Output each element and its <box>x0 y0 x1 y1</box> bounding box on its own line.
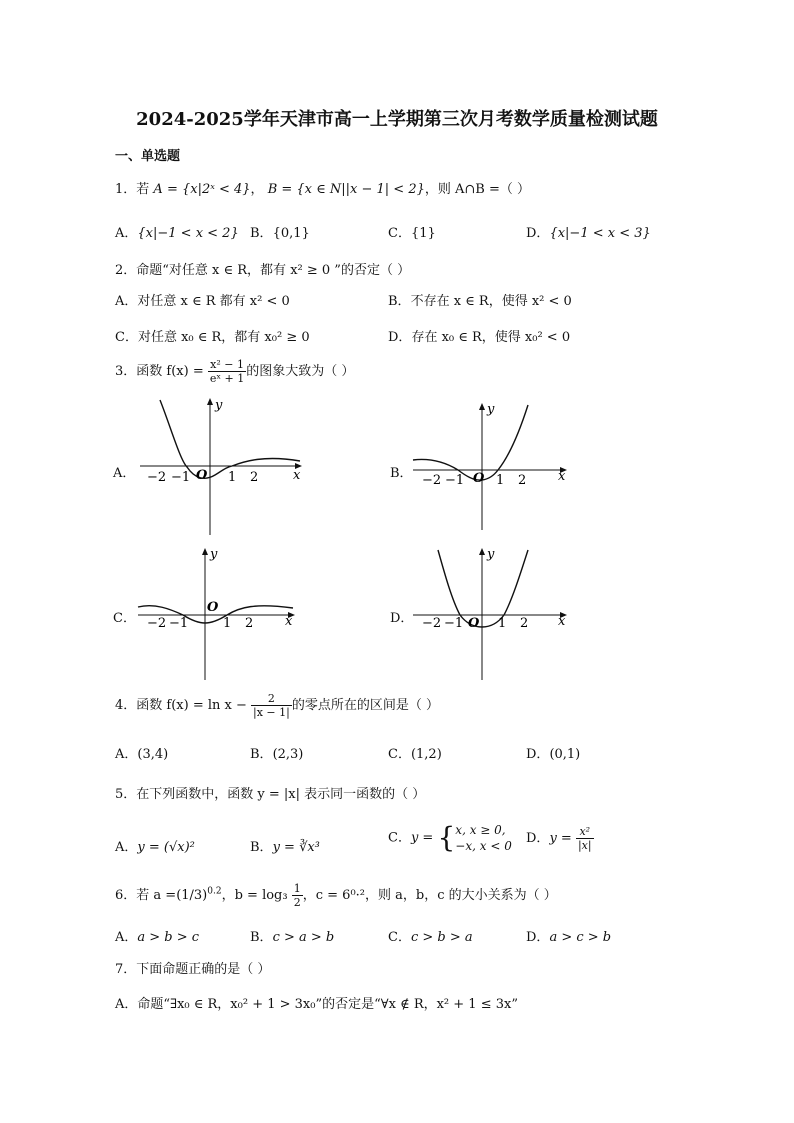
question-6-stem <box>115 882 557 909</box>
q3-option-a-label[interactable]: A． <box>113 466 136 481</box>
option-text: a > c > b <box>549 930 612 945</box>
q2-option-d[interactable] <box>388 326 570 345</box>
option-label: B． <box>250 747 273 762</box>
q1-suffix: ，则 A∩B =（ ） <box>424 182 530 197</box>
option-text: y = <box>549 831 572 846</box>
q4-fraction <box>251 692 292 719</box>
brace-symbol: { <box>437 821 456 854</box>
x-axis-label: x <box>293 468 301 483</box>
q1-option-b[interactable] <box>250 222 310 241</box>
q3-frac-den: eˣ + 1 <box>209 372 245 385</box>
y-axis-arrow <box>202 548 208 555</box>
q4-option-a[interactable] <box>115 743 168 762</box>
q4-option-b[interactable] <box>250 743 303 762</box>
x-axis-label: x <box>558 469 566 484</box>
tick-label: −1 <box>171 470 191 485</box>
option-label: A． <box>115 747 138 762</box>
tick-label: −1 <box>445 473 465 488</box>
section-heading: 一、单选题 <box>115 149 181 164</box>
option-label: A． <box>115 840 138 855</box>
tick-label: −2 <box>422 473 442 488</box>
x-axis-label: x <box>285 614 293 629</box>
curve <box>160 400 300 478</box>
q4-frac-num: 2 <box>251 692 292 706</box>
tick-label: 2 <box>520 616 529 631</box>
tick-label: −2 <box>422 616 442 631</box>
q3-option-b-label[interactable]: B． <box>390 466 413 481</box>
q1-option-d[interactable] <box>526 222 651 241</box>
tick-label: −2 <box>147 616 167 631</box>
q3-frac-num: x² − 1 <box>208 358 246 372</box>
tick-label: 2 <box>518 473 527 488</box>
q6-b: ，b = log₃ <box>221 888 288 903</box>
curve <box>413 405 528 480</box>
q1-prefix: 1．若 <box>115 182 150 197</box>
q2-option-a[interactable] <box>115 290 290 309</box>
q5-d-fraction <box>576 825 594 852</box>
tick-label: 1 <box>228 470 237 485</box>
piece-case-2: −x, x < 0 <box>455 839 512 853</box>
y-axis-label: y <box>210 547 218 562</box>
q1-set-a: A = {x|2ˣ < 4} <box>153 182 251 197</box>
tick-label: 1 <box>223 616 232 631</box>
q6-option-d[interactable] <box>526 926 611 945</box>
piece-case-1: x, x ≥ 0, <box>455 823 506 837</box>
q3-fraction <box>208 358 246 385</box>
option-text: y = ∛x³ <box>272 840 320 855</box>
page-title: 2024-2025学年天津市高一上学期第三次月考数学质量检测试题 <box>136 109 658 130</box>
q3-graph-b[interactable] <box>410 400 575 535</box>
question-2-stem: 2．命题“对任意 x ∈ R，都有 x² ≥ 0 ”的否定（ ） <box>115 263 411 278</box>
option-text: (3,4) <box>137 747 169 762</box>
q5-option-c[interactable] <box>388 822 512 854</box>
option-label: C． <box>388 930 411 945</box>
tick-label: 2 <box>245 616 254 631</box>
option-text: (0,1) <box>549 747 581 762</box>
origin-label: O <box>473 471 485 486</box>
question-3-stem <box>115 358 354 385</box>
option-label: A． <box>115 930 138 945</box>
q3-option-c-label[interactable]: C． <box>113 611 136 626</box>
q4-option-d[interactable] <box>526 743 580 762</box>
frac-den: |x| <box>577 839 592 852</box>
option-text: y = (√x)² <box>137 840 195 855</box>
option-label: D． <box>526 226 550 241</box>
option-text: {x|−1 < x < 3} <box>549 226 651 241</box>
option-text: {1} <box>410 226 436 241</box>
origin-label: O <box>207 600 219 615</box>
q5-option-b[interactable] <box>250 836 320 855</box>
q2-option-c[interactable] <box>115 326 310 345</box>
q6-option-b[interactable] <box>250 926 334 945</box>
option-label: A． <box>115 294 138 309</box>
question-7-stem: 7．下面命题正确的是（ ） <box>115 962 271 977</box>
y-axis-arrow <box>207 398 213 405</box>
q3-graph-c[interactable] <box>135 545 305 685</box>
question-1-stem: 1．若 A = {x|2ˣ < 4}， B = {x ∈ N||x − 1| < 2}，则 A∩B =（ ） <box>115 182 530 197</box>
y-axis-label: y <box>487 402 495 417</box>
option-label: C． <box>388 747 411 762</box>
option-label: B． <box>388 294 411 309</box>
option-label: B． <box>250 226 273 241</box>
option-text: a > b > c <box>137 930 200 945</box>
q6-option-a[interactable] <box>115 926 199 945</box>
option-label: D． <box>526 747 550 762</box>
q3-option-d-label[interactable]: D． <box>390 611 414 626</box>
origin-label: O <box>196 468 208 483</box>
option-text: (1,2) <box>410 747 442 762</box>
x-axis-label: x <box>558 614 566 629</box>
q6-a-exponent: 0.2 <box>207 886 222 897</box>
q7-option-a[interactable]: A．命题“∃x₀ ∈ R，x₀² + 1 > 3x₀”的否定是“∀x ∉ R，x² + 1 ≤ 3x” <box>115 997 518 1012</box>
q4-prefix: 4．函数 f(x) = ln x − <box>115 698 247 713</box>
origin-label: O <box>468 616 480 631</box>
q3-suffix: 的图象大致为（ ） <box>246 364 355 379</box>
option-label: C． <box>115 330 138 345</box>
option-text: c > a > b <box>272 930 335 945</box>
option-text: y = <box>410 830 434 846</box>
frac-num: x² <box>576 825 594 839</box>
q1-option-a[interactable] <box>115 222 239 241</box>
q3-graph-a[interactable] <box>135 395 310 540</box>
y-axis-label: y <box>487 547 495 562</box>
option-text: 对任意 x ∈ R 都有 x² < 0 <box>137 294 290 309</box>
option-label: A． <box>115 226 138 241</box>
q2-option-b[interactable] <box>388 290 572 309</box>
q3-prefix: 3．函数 f(x) = <box>115 364 204 379</box>
option-label: C． <box>388 226 411 241</box>
tick-label: −1 <box>169 616 189 631</box>
option-text: 对任意 x₀ ∈ R，都有 x₀² ≥ 0 <box>137 330 310 345</box>
option-text: 不存在 x ∈ R，使得 x² < 0 <box>410 294 572 309</box>
tick-label: 2 <box>250 470 259 485</box>
q4-option-c[interactable] <box>388 743 442 762</box>
option-label: D． <box>526 930 550 945</box>
q4-suffix: 的零点所在的区间是（ ） <box>291 698 439 713</box>
option-text: 存在 x₀ ∈ R，使得 x₀² < 0 <box>411 330 571 345</box>
q5-option-a[interactable] <box>115 836 195 855</box>
option-label: B． <box>250 840 273 855</box>
option-text: {x|−1 < x < 2} <box>137 226 239 241</box>
question-4-stem <box>115 692 439 719</box>
y-axis-label: y <box>215 398 223 413</box>
q1-option-c[interactable] <box>388 222 436 241</box>
option-text: (2,3) <box>272 747 304 762</box>
frac-num: 1 <box>293 882 301 895</box>
q5-option-d[interactable] <box>526 825 594 852</box>
q1-set-b: B = {x ∈ N||x − 1| < 2} <box>267 182 425 197</box>
q4-frac-den: |x − 1| <box>253 706 290 719</box>
tick-label: 1 <box>496 473 505 488</box>
y-axis-arrow <box>479 548 485 555</box>
option-label: B． <box>250 930 273 945</box>
q6-prefix: 6．若 a = <box>115 888 177 903</box>
q3-graph-d[interactable] <box>410 545 575 685</box>
question-5-stem: 5．在下列函数中，函数 y = |x| 表示同一函数的（ ） <box>115 787 426 802</box>
q6-b-fraction <box>292 882 303 909</box>
q6-c: ，c = 6⁰·²，则 a，b，c 的大小关系为（ ） <box>302 888 557 903</box>
tick-label: 1 <box>498 616 507 631</box>
option-label: C． <box>388 830 411 846</box>
tick-label: −2 <box>147 470 167 485</box>
y-axis-arrow <box>479 403 485 410</box>
option-text: {0,1} <box>272 226 310 241</box>
tick-label: −1 <box>444 616 464 631</box>
q6-a-base: (1/3) <box>176 888 208 903</box>
frac-den: 2 <box>293 896 301 909</box>
option-label: D． <box>526 831 550 846</box>
option-text: c > b > a <box>410 930 473 945</box>
piecewise-cases <box>455 822 512 854</box>
option-label: D． <box>388 330 412 345</box>
q6-option-c[interactable] <box>388 926 473 945</box>
